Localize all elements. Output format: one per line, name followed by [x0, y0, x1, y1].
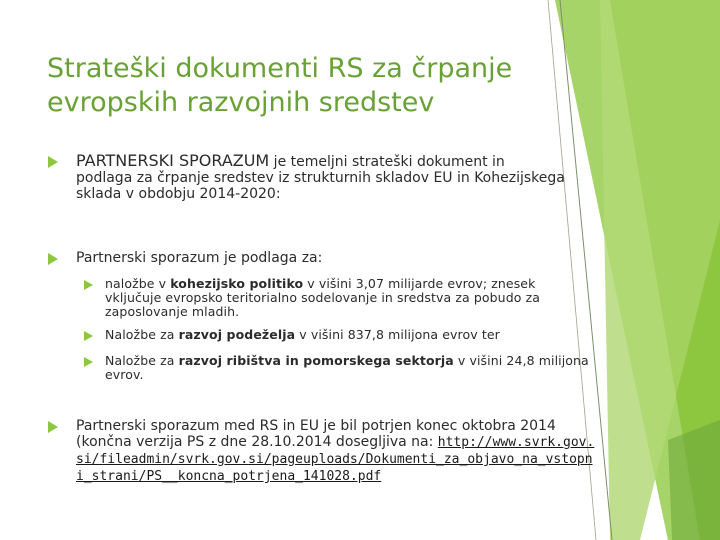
sub-3-post: v višini 24,8 milijona evrov.: [105, 353, 589, 382]
bullet-1-rest: podlaga za črpanje sredstev iz strukturnih skladov EU in Kohezijskega sklada v obdobju 2014-2020:: [76, 170, 565, 202]
sub-3-bold: razvoj ribištva in pomorskega sektorja: [178, 353, 454, 368]
sub-bullet-3-text: [105, 354, 590, 382]
sub-bullet-2-text: [105, 328, 590, 342]
bullet-icon: [48, 253, 58, 265]
bullet-1-lead: PARTNERSKI SPORAZUM: [76, 151, 270, 170]
bullet-2-text: Partnerski sporazum je podlaga za:: [76, 250, 323, 266]
bullet-icon: [84, 357, 93, 367]
bullet-1-text: [76, 153, 606, 202]
sub-2-post: v višini 837,8 milijona evrov ter: [295, 327, 500, 342]
sub-3-pre: Naložbe za: [105, 353, 179, 368]
sub-2-pre: Naložbe za: [105, 327, 179, 342]
slide-title: Strateški dokumenti RS za črpanje evropskih razvojnih sredstev: [47, 53, 513, 118]
sub-1-bold: kohezijsko politiko: [170, 276, 304, 291]
sub-1-pre: naložbe v: [105, 276, 171, 291]
sub-bullet-1-text: [105, 277, 590, 319]
bullet-3-body: Partnerski sporazum med RS in EU je bil potrjen konec oktobra 2014 (končna verzija PS z dne 28.10.2014 dosegljiva na:: [76, 418, 556, 450]
sub-1-post: v višini 3,07 milijarde evrov; znesek vključuje evropsko teritorialno sodelovanje in sredstva za pobudo za zaposlovanje mladih.: [105, 276, 540, 319]
bullet-1-rest-line1: je temeljni strateški dokument in: [269, 154, 505, 170]
bullet-icon: [48, 156, 58, 168]
bullet-icon: [48, 421, 58, 433]
sub-2-bold: razvoj podeželja: [178, 327, 296, 342]
bullet-icon: [84, 331, 93, 341]
document-link[interactable]: http://www.svrk.gov.si/fileadmin/svrk.gov.si/pageuploads/Dokumenti_za_objavo_na_vstopni_strani/PS__koncna_potrjena_141028.pdf: [76, 435, 595, 484]
bullet-icon: [84, 280, 93, 290]
bullet-3-text: [76, 418, 596, 485]
